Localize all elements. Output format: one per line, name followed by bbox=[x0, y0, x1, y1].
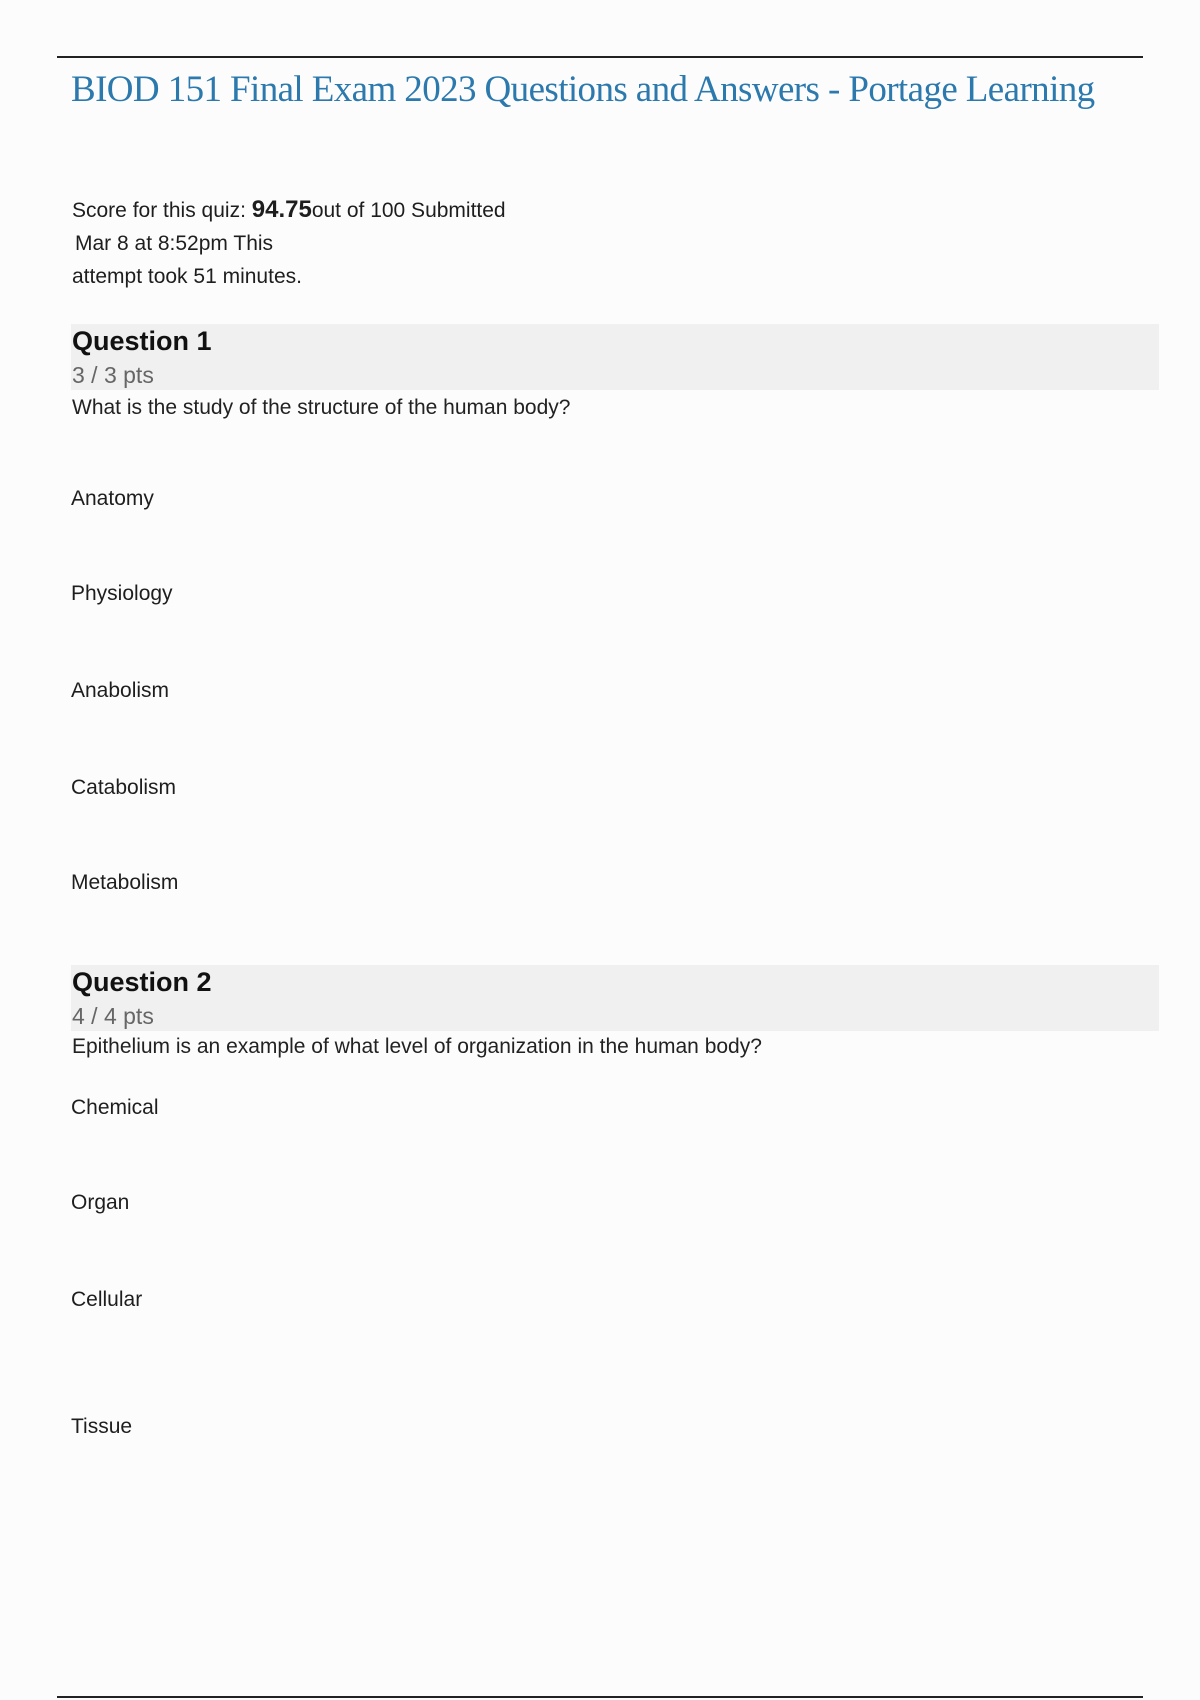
answer-option[interactable]: Anabolism bbox=[71, 679, 170, 702]
answer-option[interactable]: Organ bbox=[71, 1191, 130, 1214]
answer-option[interactable]: Tissue bbox=[71, 1415, 133, 1438]
question-1 bbox=[71, 324, 1159, 894]
document-title: BIOD 151 Final Exam 2023 Questions and Answers - Portage Learning bbox=[71, 69, 1095, 110]
answer-option[interactable]: Cellular bbox=[71, 1288, 143, 1311]
question-header bbox=[71, 965, 1159, 1031]
score-label: Score for this quiz: bbox=[72, 199, 246, 222]
answer-option[interactable]: Physiology bbox=[71, 582, 173, 605]
answer-option[interactable]: Catabolism bbox=[71, 776, 177, 799]
question-points: 3 / 3 pts bbox=[72, 362, 154, 388]
question-title: Question 2 bbox=[72, 967, 212, 997]
answer-option[interactable]: Metabolism bbox=[71, 871, 179, 894]
score-summary bbox=[72, 193, 506, 293]
score-line bbox=[72, 193, 506, 227]
question-2 bbox=[71, 965, 1159, 1438]
bottom-rule bbox=[57, 1696, 1143, 1698]
answer-option[interactable]: Anatomy bbox=[71, 487, 154, 510]
answer-option[interactable]: Chemical bbox=[71, 1096, 159, 1119]
question-points: 4 / 4 pts bbox=[72, 1003, 154, 1029]
question-header bbox=[71, 324, 1159, 390]
attempt-duration: attempt took 51 minutes. bbox=[72, 265, 302, 288]
top-rule bbox=[57, 56, 1143, 58]
question-text: What is the study of the structure of the human body? bbox=[72, 396, 571, 419]
question-title: Question 1 bbox=[72, 326, 212, 356]
score-suffix: out of 100 Submitted bbox=[311, 199, 506, 222]
submitted-time: Mar 8 at 8:52pm This bbox=[75, 232, 274, 255]
score-value: 94.75 bbox=[251, 196, 312, 223]
question-text: Epithelium is an example of what level of organization in the human body? bbox=[72, 1035, 762, 1058]
